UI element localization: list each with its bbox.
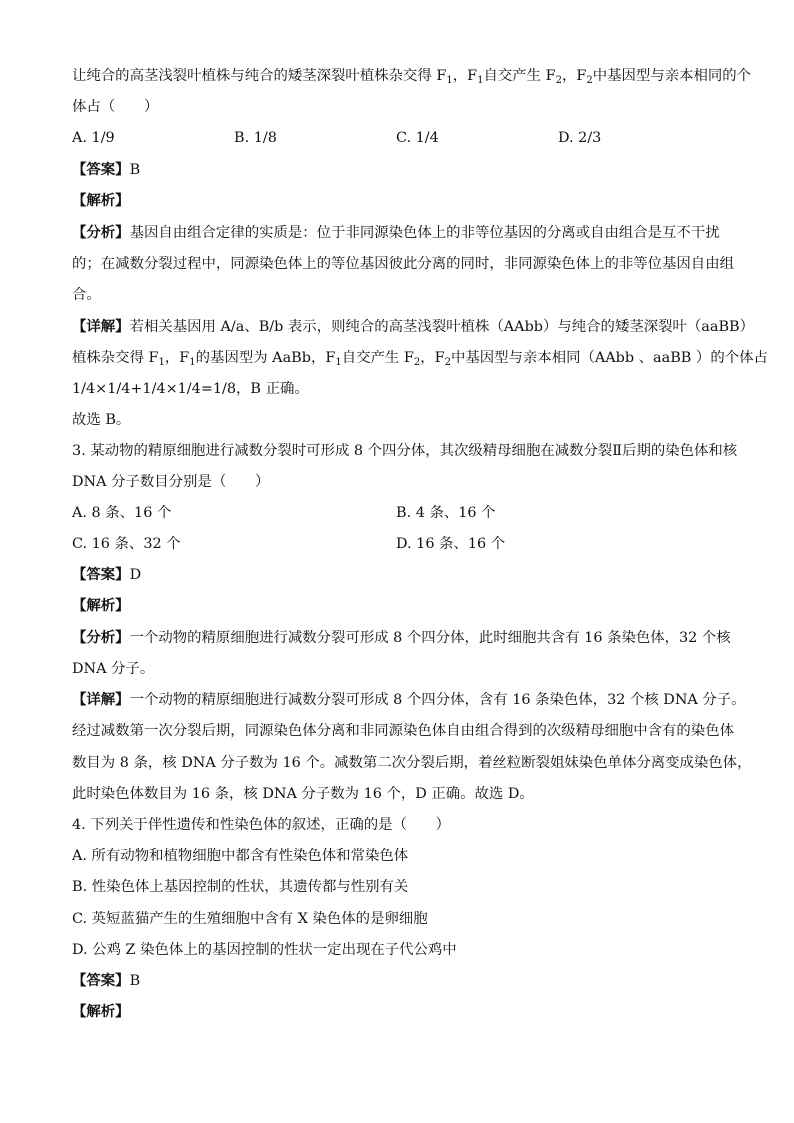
- q3-analysis-line2: DNA 分子。: [72, 661, 155, 677]
- q3-detail-line2: 经过减数第一次分裂后期，同源染色体分离和非同源染色体自由组合得到的次级精母细胞中含有的染色体: [72, 723, 734, 739]
- answer-value: B: [129, 973, 141, 989]
- answer-tag: 【答案】: [72, 566, 130, 583]
- q4-option-a: A. 所有动物和植物细胞中都含有性染色体和常染色体: [72, 848, 409, 864]
- q2-option-d: D. 2/3: [558, 130, 602, 146]
- q3-answer: [72, 565, 141, 585]
- q2-analysis-line2: 的；在减数分裂过程中，同源染色体上的等位基因彼此分离的同时，非同源染色体上的非等位基因自由组: [72, 256, 734, 272]
- q2-stem-line1: 让纯合的高茎浅裂叶植株与纯合的矮茎深裂叶植株杂交得 $F_1$，$F_1$自交产生 $F_2$，$F_2$中基因型与亲本相同的个: [72, 68, 752, 86]
- q2-jiexi: 【解析】: [72, 192, 130, 209]
- q3-stem-line2: DNA 分子数目分别是（ ）: [72, 474, 270, 490]
- q2-detail-line3: 1/4×1/4+1/4×1/4=1/8，B 正确。: [72, 381, 309, 397]
- q2-option-a: A. 1/9: [72, 130, 115, 146]
- q4-jiexi: 【解析】: [72, 1003, 130, 1020]
- answer-tag: 【答案】: [72, 161, 130, 178]
- q4-option-d: D. 公鸡 Z 染色体上的基因控制的性状一定出现在子代公鸡中: [72, 942, 457, 958]
- q3-analysis-line1: 【分析】一个动物的精原细胞进行减数分裂可形成 8 个四分体，此时细胞共含有 16 条染色体，32 个核: [72, 629, 731, 646]
- q3-detail-line3: 数目为 8 条，核 DNA 分子数为 16 个。减数第二次分裂后期，着丝粒断裂姐妹染色单体分离变成染色体，: [72, 755, 752, 771]
- q2-detail-line1: 【详解】若相关基因用 A/a、B/b 表示，则纯合的高茎浅裂叶植株（AAbb）与纯合的矮茎深裂叶（aaBB）: [72, 318, 754, 335]
- q3-detail-line4: 此时染色体数目为 16 条，核 DNA 分子数为 16 个，D 正确。故选 D。: [72, 786, 534, 802]
- q2-analysis-line1: 【分析】基因自由组合定律的实质是：位于非同源染色体上的非等位基因的分离或自由组合是互不干扰: [72, 224, 720, 241]
- q4-option-b: B. 性染色体上基因控制的性状，其遗传都与性别有关: [72, 879, 409, 895]
- q4-stem: 4. 下列关于伴性遗传和性染色体的叙述，正确的是（ ）: [72, 817, 451, 833]
- q3-stem-line1: 3. 某动物的精原细胞进行减数分裂时可形成 8 个四分体，其次级精母细胞在减数分裂Ⅱ后期的染色体和核: [72, 443, 738, 459]
- answer-value: B: [129, 162, 141, 178]
- q3-option-c: C. 16 条、32 个: [72, 536, 181, 552]
- q4-option-c: C. 英短蓝猫产生的生殖细胞中含有 X 染色体的是卵细胞: [72, 911, 428, 927]
- q2-conclusion: 故选 B。: [72, 412, 131, 428]
- q4-answer: [72, 971, 140, 991]
- q3-option-d: D. 16 条、16 个: [396, 536, 506, 552]
- q2-detail-line2: 植株杂交得 $F_1$，$F_1$的基因型为 AaBb，$F_1$自交产生 $F_2$，$F_2$中基因型与亲本相同（AAbb 、aaBB ）的个体占: [72, 350, 768, 368]
- q3-jiexi: 【解析】: [72, 597, 130, 614]
- q2-option-b: B. 1/8: [234, 130, 277, 146]
- q2-option-c: C. 1/4: [396, 130, 439, 146]
- q3-detail-line1: 【详解】一个动物的精原细胞进行减数分裂可形成 8 个四分体，含有 16 条染色体，32 个核 DNA 分子。: [72, 691, 746, 708]
- q3-option-b: B. 4 条、16 个: [396, 505, 496, 521]
- q3-option-a: A. 8 条、16 个: [72, 505, 172, 521]
- answer-tag: 【答案】: [72, 972, 130, 989]
- q2-stem-line2: 体占（ ）: [72, 99, 159, 115]
- q2-analysis-line3: 合。: [72, 287, 101, 303]
- q2-answer: [72, 160, 140, 180]
- answer-value: D: [129, 567, 142, 583]
